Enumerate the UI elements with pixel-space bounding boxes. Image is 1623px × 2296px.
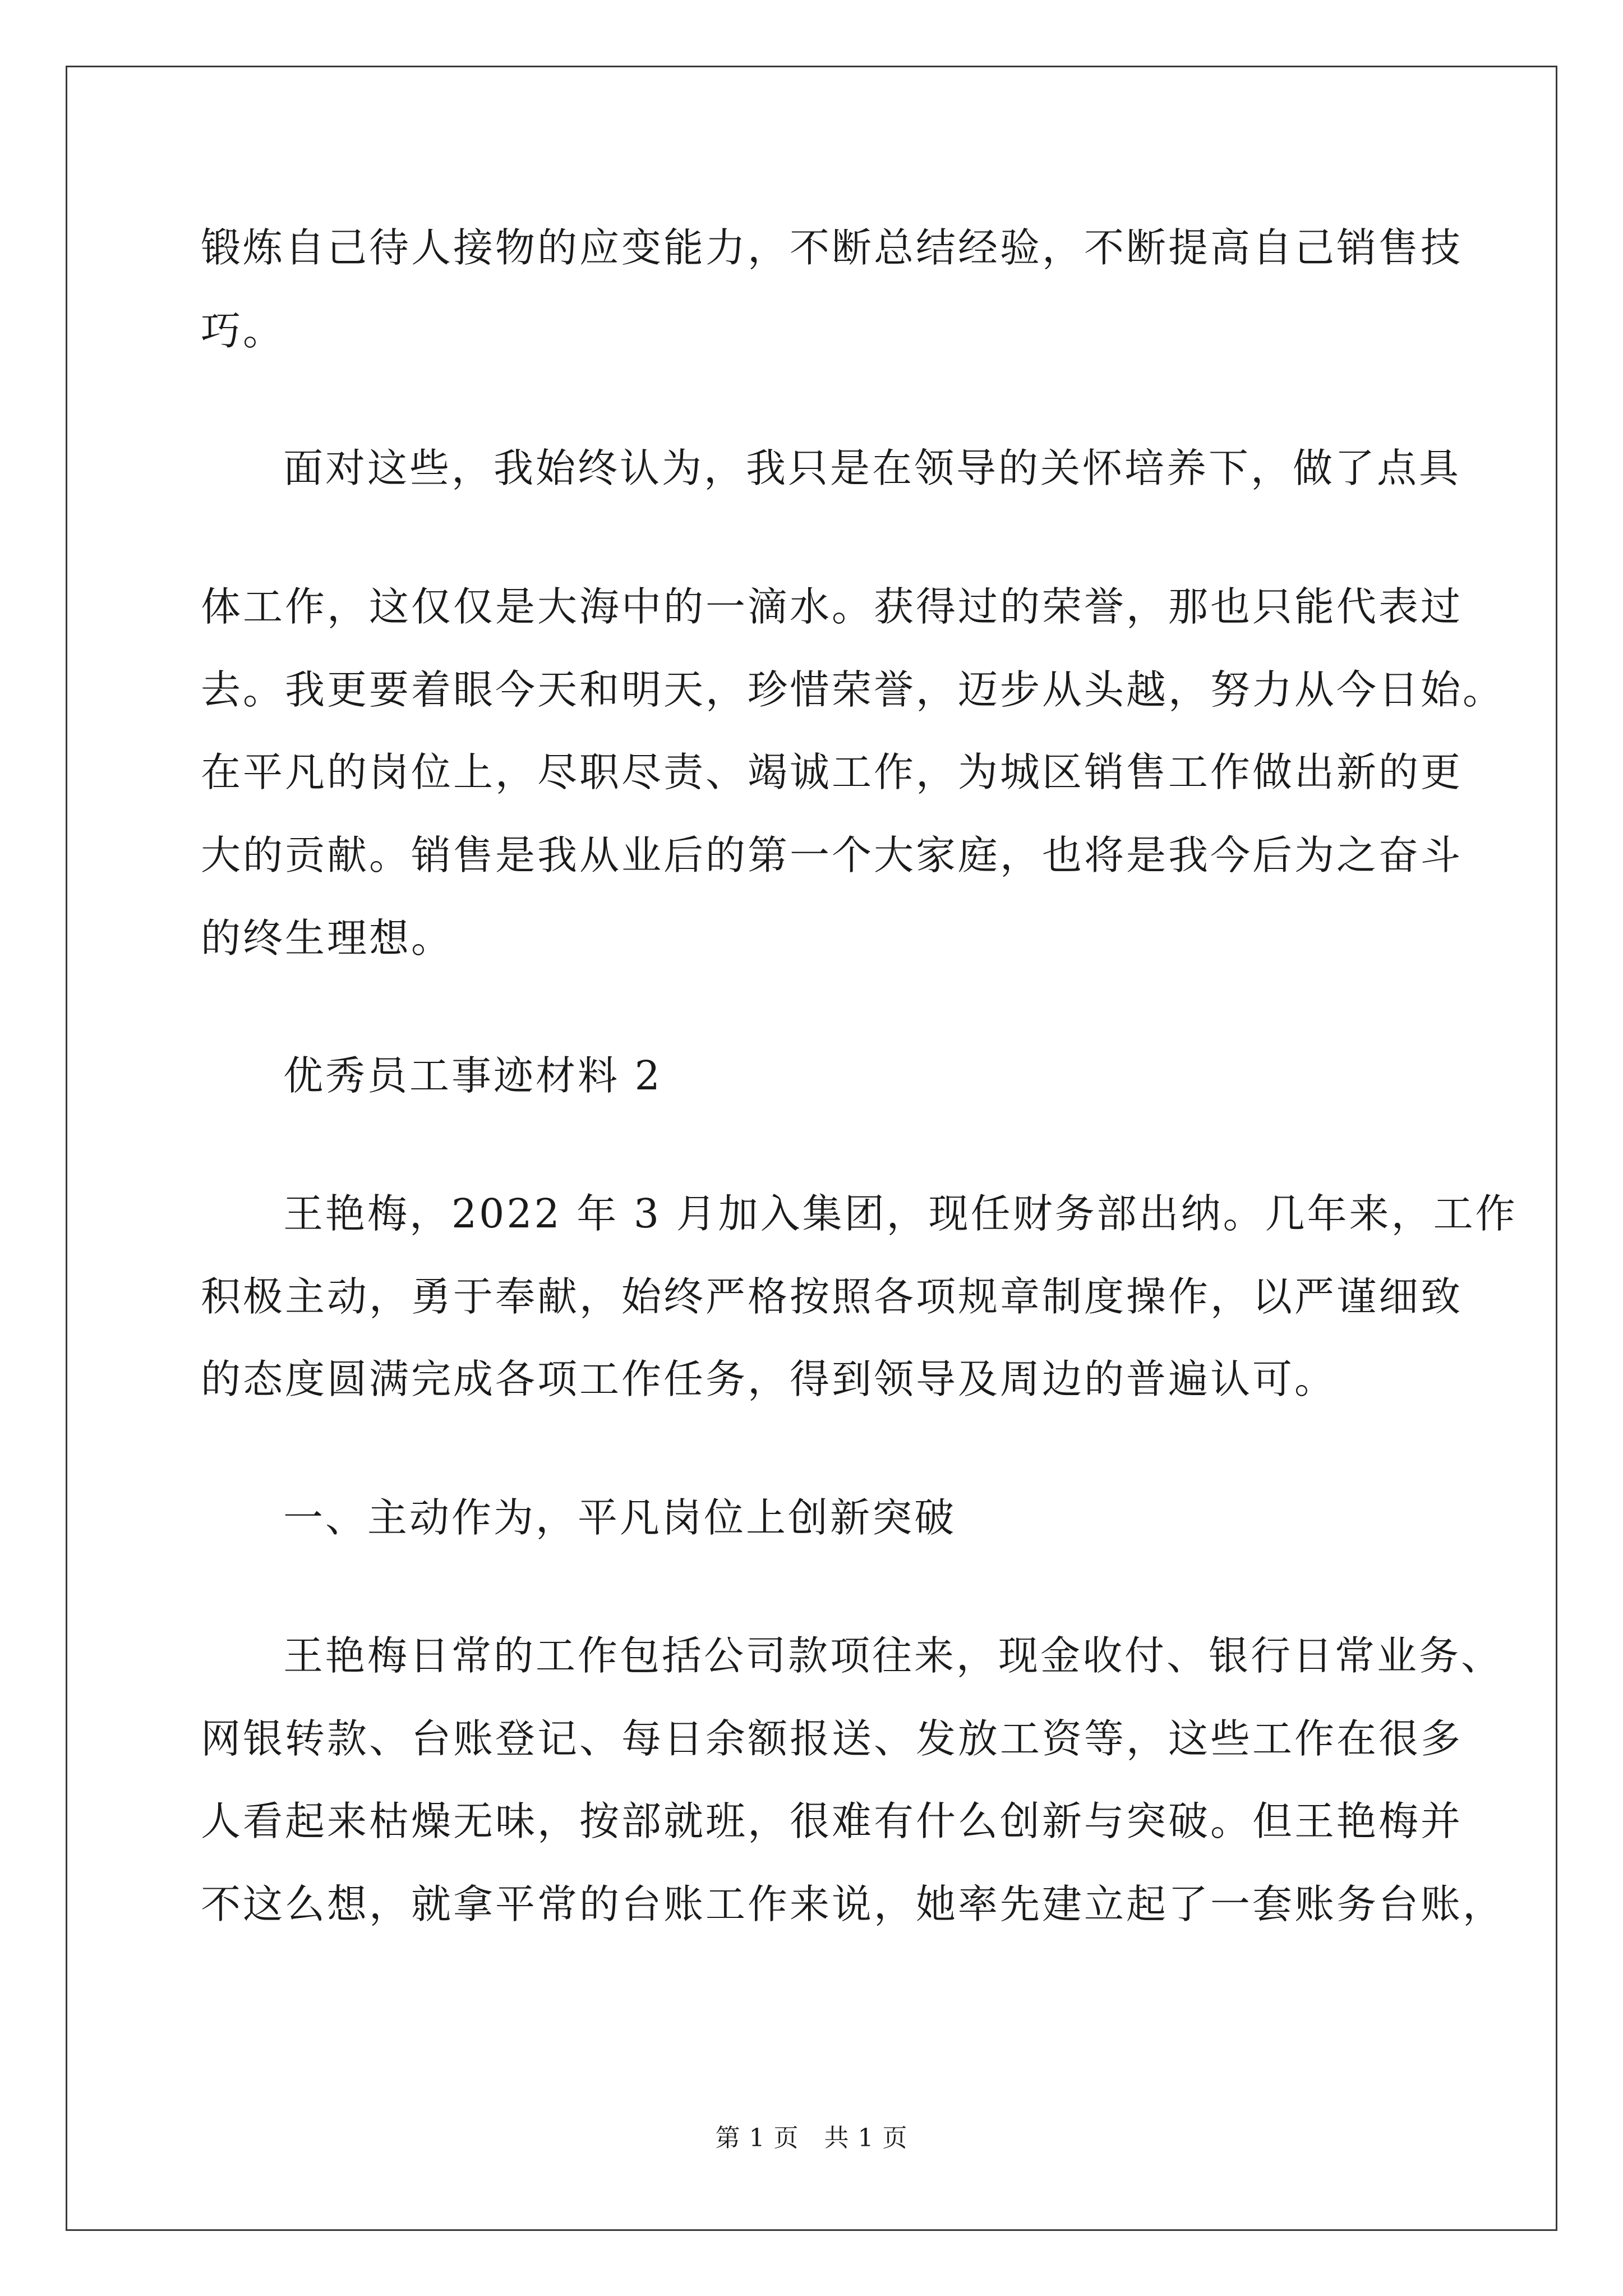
text-line: 网银转款、台账登记、每日余额报送、发放工资等，这些工作在很多 (201, 1715, 1463, 1762)
text-line: 王艳梅日常的工作包括公司款项往来，现金收付、银行日常业务、 (283, 1632, 1504, 1679)
text-line: 的终生理想。 (201, 915, 454, 961)
text-line: 不这么想，就拿平常的台账工作来说，她率先建立起了一套账务台账， (201, 1881, 1505, 1927)
text-line: 巧。 (201, 307, 285, 354)
text-line: 人看起来枯燥无味，按部就班，很难有什么创新与突破。但王艳梅并 (201, 1798, 1463, 1844)
text-line: 积极主动，勇于奉献，始终严格按照各项规章制度操作，以严谨细致 (201, 1273, 1463, 1320)
section-title: 优秀员工事迹材料 2 (283, 1052, 662, 1099)
text-line: 的态度圆满完成各项工作任务，得到领导及周边的普遍认可。 (201, 1356, 1337, 1402)
text-line: 王艳梅，2022 年 3 月加入集团，现任财务部出纳。几年来，工作 (283, 1190, 1518, 1237)
text-line: 体工作，这仅仅是大海中的一滴水。获得过的荣誉，那也只能代表过 (201, 583, 1463, 630)
text-line: 大的贡献。销售是我从业后的第一个大家庭，也将是我今后为之奋斗 (201, 832, 1463, 878)
text-line: 面对这些，我始终认为，我只是在领导的关怀培养下，做了点具 (283, 445, 1461, 491)
text-line: 去。我更要着眼今天和明天，珍惜荣誉，迈步从头越，努力从今日始。 (201, 666, 1505, 713)
text-line: 锻炼自己待人接物的应变能力，不断总结经验，不断提高自己销售技 (201, 224, 1463, 271)
text-line: 在平凡的岗位上，尽职尽责、竭诚工作，为城区销售工作做出新的更 (201, 749, 1463, 795)
subsection-heading: 一、主动作为，平凡岗位上创新突破 (283, 1494, 957, 1541)
page-number-footer: 第 1 页 共 1 页 (715, 2124, 908, 2152)
